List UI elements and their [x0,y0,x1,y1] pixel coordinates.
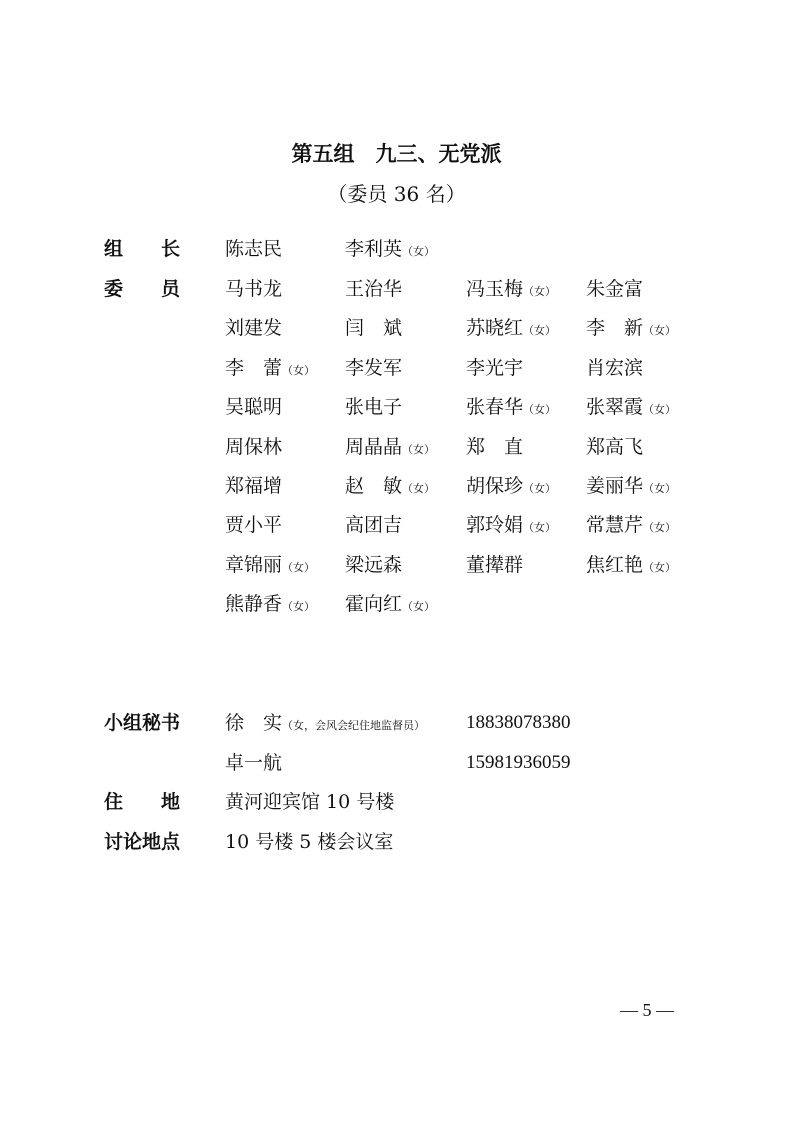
gender-note: （女） [643,324,677,338]
person-name: 吴聪明 [225,396,283,419]
member-name-entry [466,512,556,541]
person-name: 赵 敏 [345,475,403,497]
person-name: 朱金富 [586,278,644,300]
member-name-entry [225,591,315,620]
member-name-entry [586,512,676,541]
secretary-1 [225,710,425,739]
member-name-entry [586,434,643,463]
person-name: 李发军 [345,356,403,379]
gender-note: （女） [402,600,436,614]
person-name: 章锦丽 [225,553,283,576]
gender-note: （女） [402,482,436,495]
person-name: 李 新 [586,317,644,340]
person-name: 梁远森 [345,553,403,576]
member-name-entry [345,394,402,423]
person-name: 熊静香 [225,593,283,616]
person-name: 董撵群 [466,553,524,576]
member-name-entry [225,434,282,463]
person-name: 胡保珍 [466,475,524,497]
person-name: 李光宇 [466,356,524,379]
person-name: 闫 斌 [345,317,403,340]
member-name-entry [345,552,402,581]
secretary-1-phone: 18838078380 [466,712,571,733]
gender-note: （女） [523,521,557,535]
member-name-entry [345,591,435,620]
person-name: 李利英 [345,238,403,260]
member-name-entry [345,276,402,305]
secretary-1-name: 徐 实 [225,712,283,734]
member-name-entry [466,473,556,502]
gender-note: （女） [282,560,316,574]
member-name-entry [466,394,556,423]
person-name: 霍向红 [345,593,403,616]
member-name-entry [586,552,676,581]
leader-label: 组 长 [104,238,181,260]
person-name: 郑 直 [466,435,524,458]
member-name-entry [586,394,676,423]
person-name: 姜丽华 [586,475,644,497]
member-name-entry [466,434,523,463]
gender-note: （女） [523,403,557,417]
residence-value: 黄河迎宾馆 10 号楼 [225,791,395,813]
secretary-2-phone: 15981936059 [466,752,571,773]
person-name: 肖宏滨 [586,356,644,379]
group-title: 第五组 九三、无党派 [291,142,502,166]
member-name-entry [466,276,556,305]
gender-note: （女） [643,482,677,495]
member-name-entry [345,315,402,344]
member-name-entry [225,552,315,581]
person-name: 贾小平 [225,514,283,537]
member-name-entry [225,512,282,541]
member-count-subtitle: （委员 36 名） [327,182,466,206]
gender-note: （女） [523,482,557,495]
member-name-entry [345,512,402,541]
member-name-entry [586,473,676,502]
gender-note: （女） [643,403,677,417]
member-name-entry [466,315,556,344]
person-name: 刘建发 [225,317,283,340]
secretary-2-name: 卓一航 [225,752,283,774]
residence-label: 住 地 [104,791,181,813]
person-name: 陈志民 [225,238,283,260]
leader-name-entry [345,236,435,265]
member-name-entry [225,355,315,384]
member-name-entry [345,355,402,384]
gender-note: （女） [402,442,436,456]
member-name-entry [225,394,282,423]
person-name: 常慧芹 [586,514,644,537]
leader-name-entry [225,236,282,265]
member-name-entry [345,434,435,463]
members-label: 委 员 [104,278,181,300]
member-name-entry [225,315,282,344]
gender-note: （女） [282,600,316,614]
member-name-entry [586,315,676,344]
person-name: 周保林 [225,435,283,458]
member-name-entry [586,276,643,305]
person-name: 李 蕾 [225,356,283,379]
person-name: 高团吉 [345,514,403,537]
person-name: 焦红艳 [586,553,644,576]
member-name-entry [586,355,643,384]
gender-note: （女） [643,521,677,535]
person-name: 周晶晶 [345,435,403,458]
person-name: 郑高飞 [586,435,644,458]
venue-value: 10 号楼 5 楼会议室 [225,831,394,853]
gender-note: （女） [282,363,316,377]
gender-note: （女） [523,324,557,338]
gender-note: （女） [643,560,677,574]
member-name-entry [466,552,523,581]
member-name-entry [466,355,523,384]
secretary-label: 小组秘书 [104,712,181,734]
person-name: 张翠霞 [586,396,644,419]
secretary-1-note: （女，会风会纪住地监督员） [282,719,426,732]
person-name: 马书龙 [225,278,283,300]
person-name: 郑福增 [225,475,283,497]
member-name-entry [225,473,282,502]
person-name: 郭玲娟 [466,514,524,537]
gender-note: （女） [402,245,436,258]
page-number: — 5 — [620,1000,674,1020]
member-name-entry [225,276,282,305]
person-name: 张电子 [345,396,403,419]
person-name: 冯玉梅 [466,278,524,300]
gender-note: （女） [523,285,557,298]
member-name-entry [345,473,435,502]
venue-label: 讨论地点 [104,831,181,853]
person-name: 苏晓红 [466,317,524,340]
person-name: 张春华 [466,396,524,419]
person-name: 王治华 [345,278,403,300]
